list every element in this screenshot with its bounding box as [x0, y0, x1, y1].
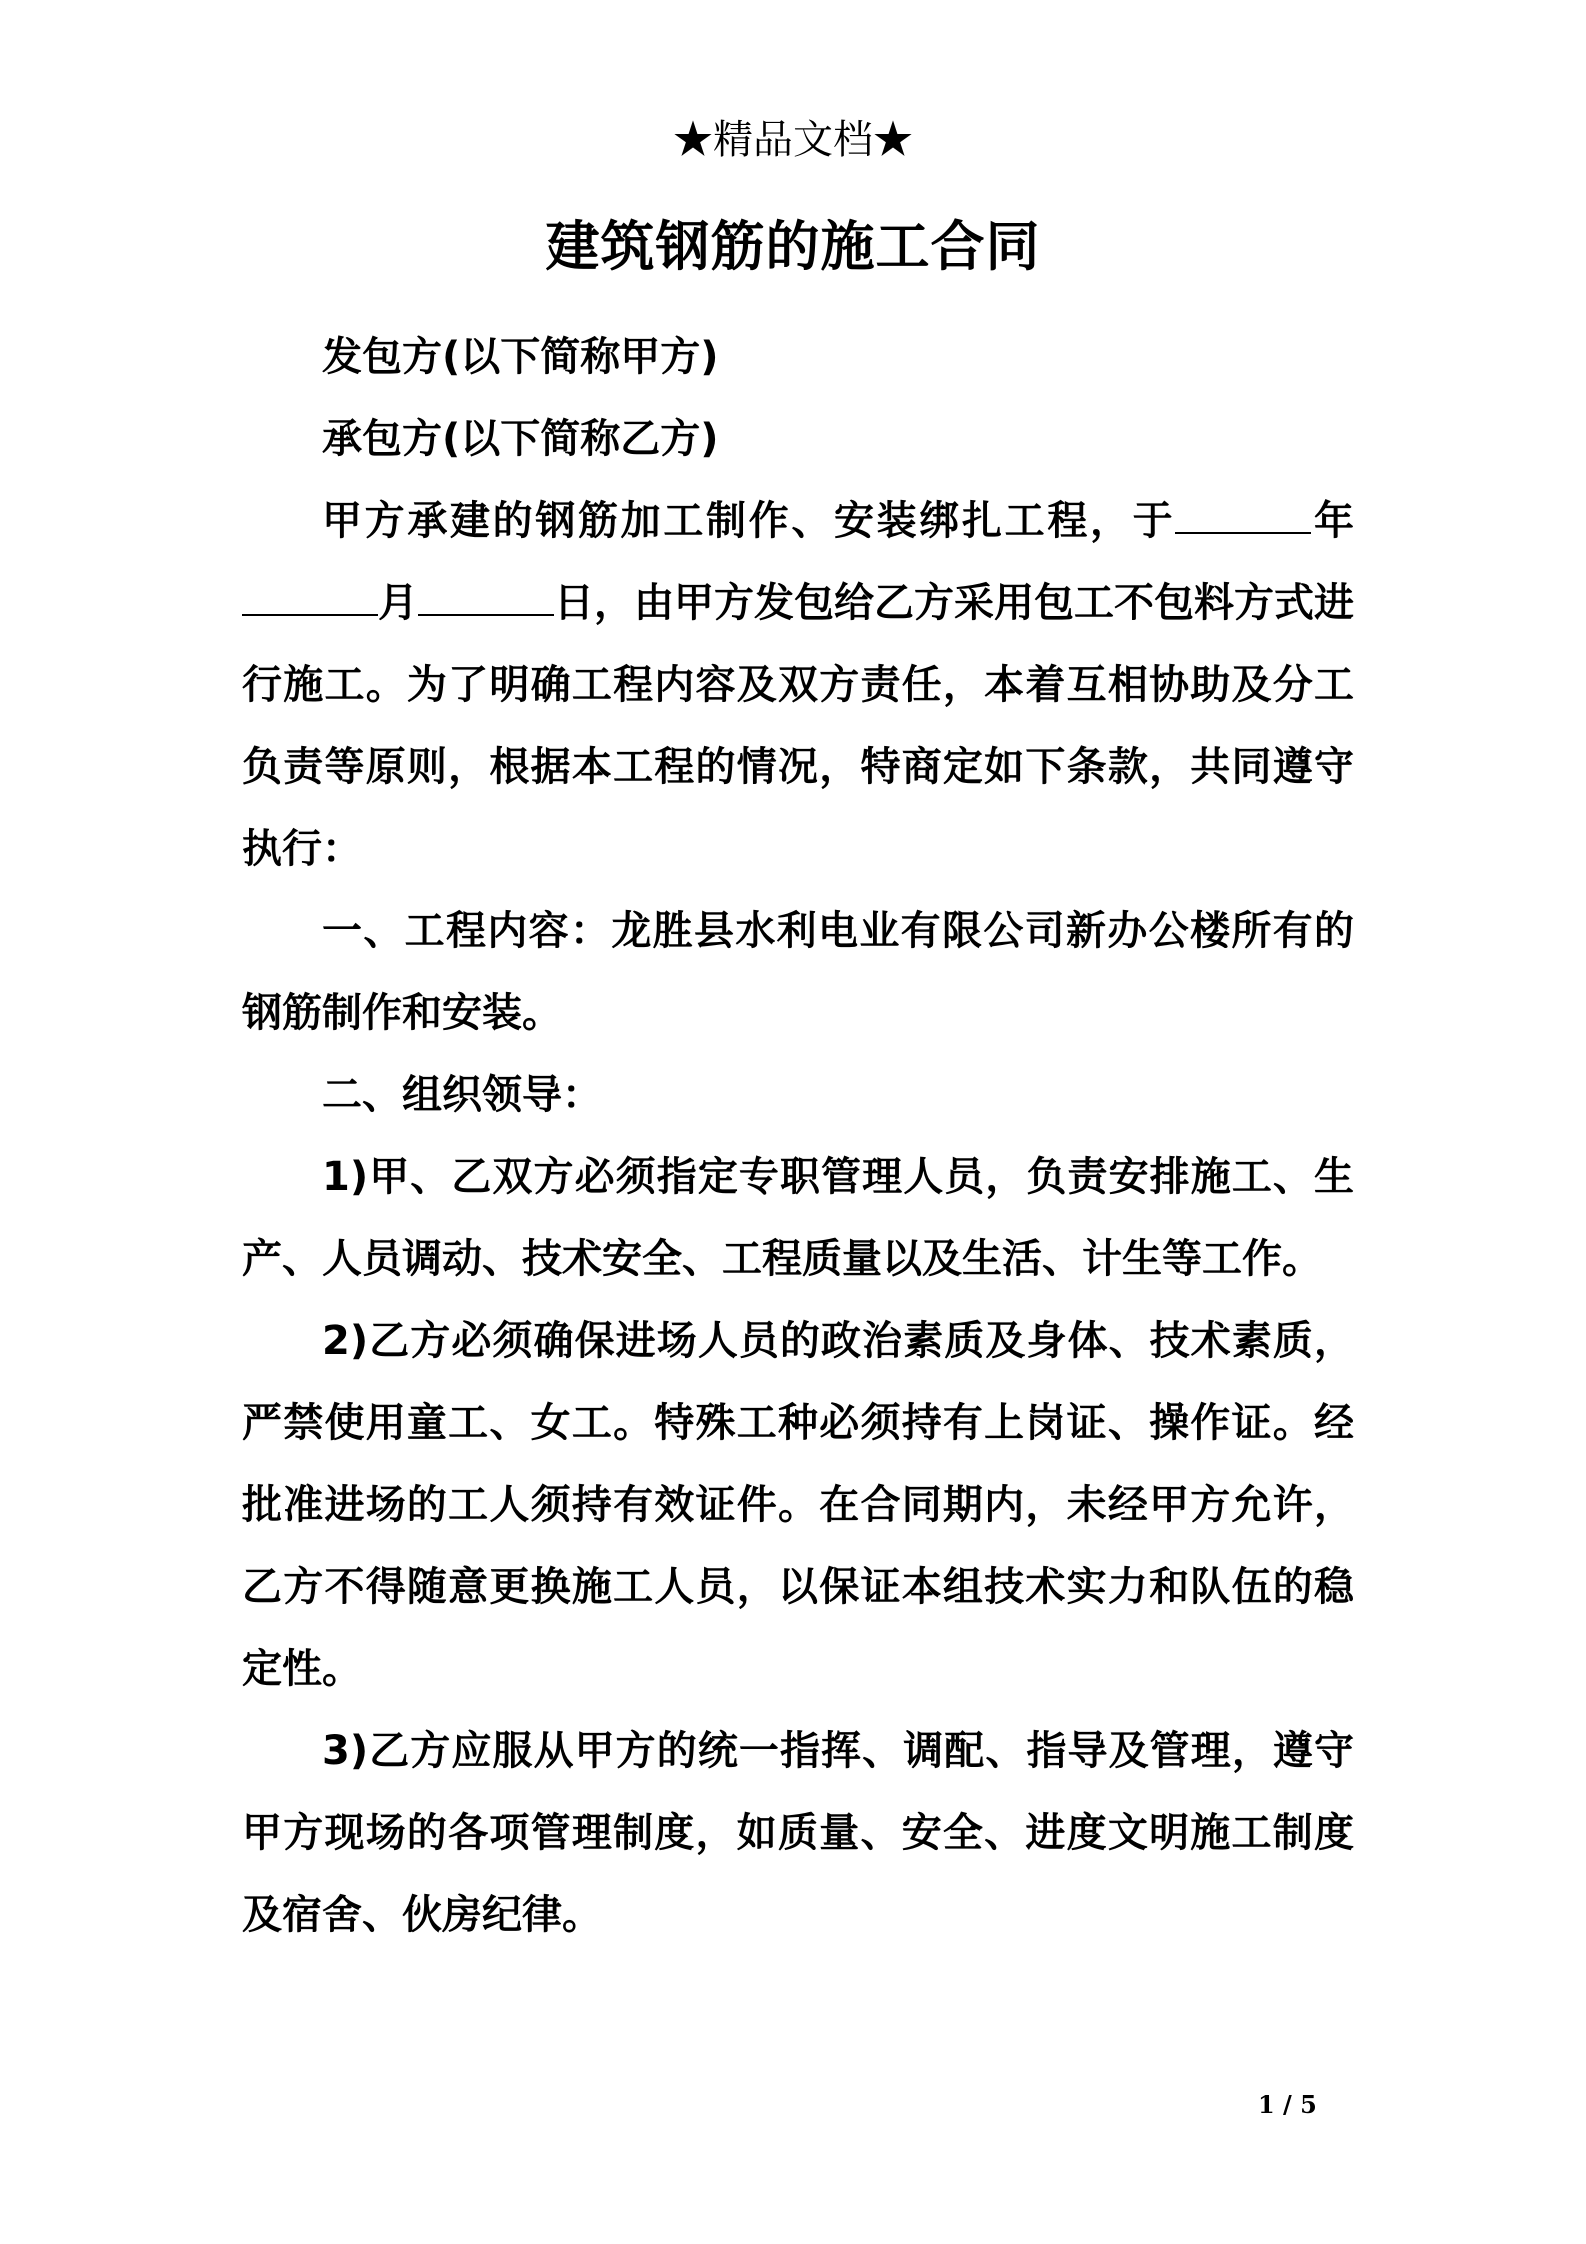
- document-body: [242, 316, 1354, 1956]
- section-2-heading: 二、组织领导：: [322, 1072, 602, 1118]
- item-3-paragraph: 3)乙方应服从甲方的统一指挥、调配、指导及管理，遵守甲方现场的各项管理制度，如质量、安全、进度文明施工制度及宿舍、伙房纪律。: [242, 1728, 1354, 1938]
- document-title: 建筑钢筋的施工合同: [545, 215, 1041, 278]
- party-a-line: 发包方(以下简称甲方): [322, 334, 719, 380]
- intro-year-label: 年: [1311, 498, 1355, 544]
- item-2-paragraph: 2)乙方必须确保进场人员的政治素质及身体、技术素质，严禁使用童工、女工。特殊工种必须持有上岗证、操作证。经批准进场的工人须持有效证件。在合同期内，未经甲方允许，乙方不得随意更换施工人员，以保证本组技术实力和队伍的稳定性。: [242, 1318, 1354, 1692]
- section-1-paragraph: 一、工程内容：龙胜县水利电业有限公司新办公楼所有的钢筋制作和安装。: [242, 908, 1354, 1036]
- item-1-paragraph: 1)甲、乙双方必须指定专职管理人员，负责安排施工、生产、人员调动、技术安全、工程质量以及生活、计生等工作。: [242, 1154, 1354, 1282]
- intro-month-label: 月: [378, 580, 418, 626]
- page-number: 1 / 5: [1258, 2090, 1317, 2119]
- intro-text-1: 甲方承建的钢筋加工制作、安装绑扎工程，于: [322, 498, 1176, 544]
- document-header: ★精品文档★: [673, 117, 913, 163]
- day-blank: [418, 584, 554, 616]
- year-blank: [1175, 502, 1311, 534]
- intro-text-2: 日，由甲方发包给乙方采用包工不包料方式进行施工。为了明确工程内容及双方责任，本着互相协助及分工负责等原则，根据本工程的情况，特商定如下条款，共同遵守执行：: [242, 580, 1354, 872]
- party-b-line: 承包方(以下简称乙方): [322, 416, 719, 462]
- intro-paragraph: [242, 480, 1354, 890]
- month-blank: [242, 584, 378, 616]
